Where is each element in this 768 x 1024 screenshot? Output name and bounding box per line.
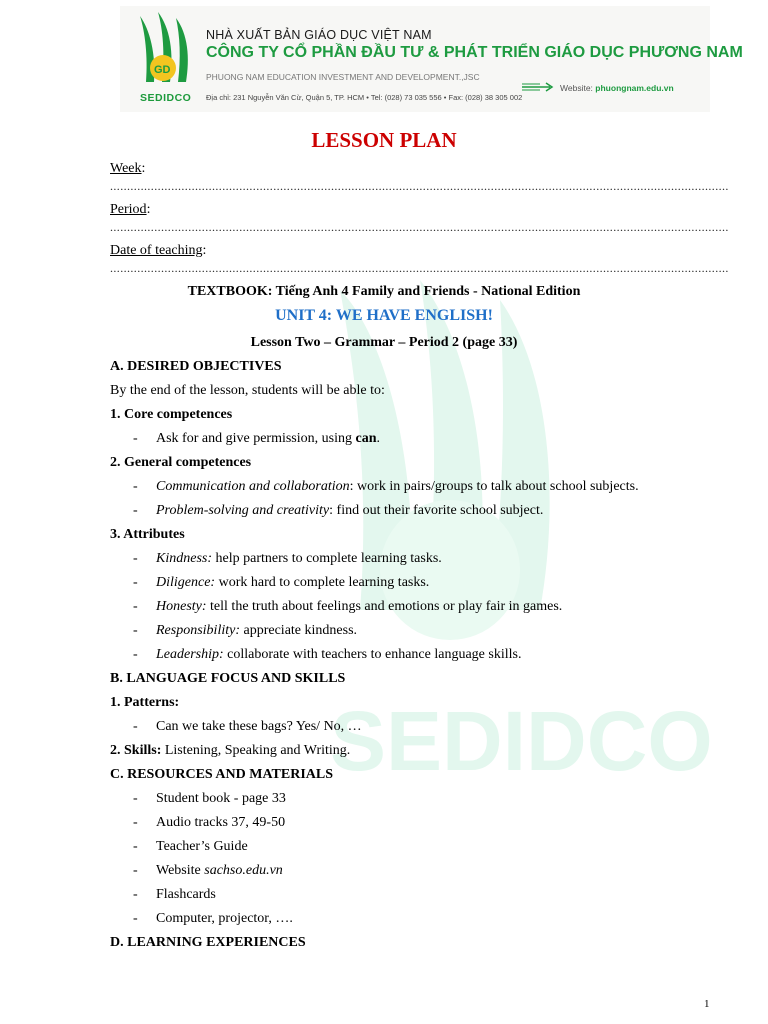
section-a-heading: A. DESIRED OBJECTIVES xyxy=(110,359,282,374)
attributes-heading: 3. Attributes xyxy=(110,527,185,542)
section-d-heading: D. LEARNING EXPERIENCES xyxy=(110,935,306,950)
svg-text:GD: GD xyxy=(154,64,171,76)
section-b-heading: B. LANGUAGE FOCUS AND SKILLS xyxy=(110,671,346,686)
textbook-line: TEXTBOOK: Tiếng Anh 4 Family and Friends - National Edition xyxy=(187,284,581,299)
list-item: - Teacher’s Guide xyxy=(133,839,248,854)
company-name-english: PHUONG NAM EDUCATION INVESTMENT AND DEVELOPMENT.,JSC xyxy=(206,72,480,82)
week-blank[interactable]: ...................................................................................................................................................................................... xyxy=(110,179,729,193)
section-c-heading: C. RESOURCES AND MATERIALS xyxy=(110,767,334,782)
logo-text: SEDIDCO xyxy=(140,92,192,104)
period-blank[interactable]: ...................................................................................................................................................................................... xyxy=(110,220,729,234)
list-item: - Communication and collaboration: work in pairs/groups to talk about school subjects. xyxy=(133,479,639,494)
date-label: Date of teaching: xyxy=(110,243,207,258)
list-item: - Student book - page 33 xyxy=(133,791,286,806)
list-item: - Website sachso.edu.vn xyxy=(133,863,283,878)
list-item: - Can we take these bags? Yes/ No, … xyxy=(133,719,362,734)
list-item: - Leadership: collaborate with teachers to enhance language skills. xyxy=(133,647,522,662)
sedidco-logo-icon xyxy=(136,12,194,98)
period-label: Period: xyxy=(110,202,151,217)
core-competences-heading: 1. Core competences xyxy=(110,407,233,422)
page-number: 1 xyxy=(704,998,710,1010)
publisher-header xyxy=(120,6,743,112)
list-item: - Diligence: work hard to complete learning tasks. xyxy=(133,575,430,590)
arrows-icon xyxy=(520,81,556,93)
company-address: Địa chỉ: 231 Nguyễn Văn Cừ, Quận 5, TP. HCM • Tel: (028) 73 035 556 • Fax: (028) 38 305 002 xyxy=(206,93,523,102)
general-competences-heading: 2. General competences xyxy=(110,455,252,470)
lesson-title: Lesson Two – Grammar – Period 2 (page 33) xyxy=(250,335,518,350)
list-item: - Kindness: help partners to complete learning tasks. xyxy=(133,551,442,566)
patterns-heading: 1. Patterns: xyxy=(110,695,180,710)
list-item: - Ask for and give permission, using can. xyxy=(133,431,380,446)
svg-text:SEDIDCO: SEDIDCO xyxy=(330,694,713,788)
unit-title: UNIT 4: WE HAVE ENGLISH! xyxy=(275,307,493,324)
list-item: - Responsibility: appreciate kindness. xyxy=(133,623,358,638)
skills-line: 2. Skills: Listening, Speaking and Writing. xyxy=(110,743,351,758)
list-item: - Computer, projector, …. xyxy=(133,911,293,926)
list-item: - Audio tracks 37, 49-50 xyxy=(133,815,286,830)
publisher-name: NHÀ XUẤT BẢN GIÁO DỤC VIỆT NAM xyxy=(206,28,432,42)
week-label: Week: xyxy=(110,161,146,176)
list-item: - Problem-solving and creativity: find out their favorite school subject. xyxy=(133,503,544,518)
company-name: CÔNG TY CỔ PHẦN ĐẦU TƯ & PHÁT TRIỂN GIÁO DỤC PHƯƠNG NAM xyxy=(206,44,743,61)
company-website: Website: phuongnam.edu.vn xyxy=(560,83,674,93)
date-blank[interactable]: ...................................................................................................................................................................................... xyxy=(110,261,729,275)
page-title: LESSON PLAN xyxy=(311,128,457,152)
list-item: - Honesty: tell the truth about feelings and emotions or play fair in games. xyxy=(133,599,563,614)
objectives-intro: By the end of the lesson, students will be able to: xyxy=(110,383,385,398)
list-item: - Flashcards xyxy=(133,887,216,902)
